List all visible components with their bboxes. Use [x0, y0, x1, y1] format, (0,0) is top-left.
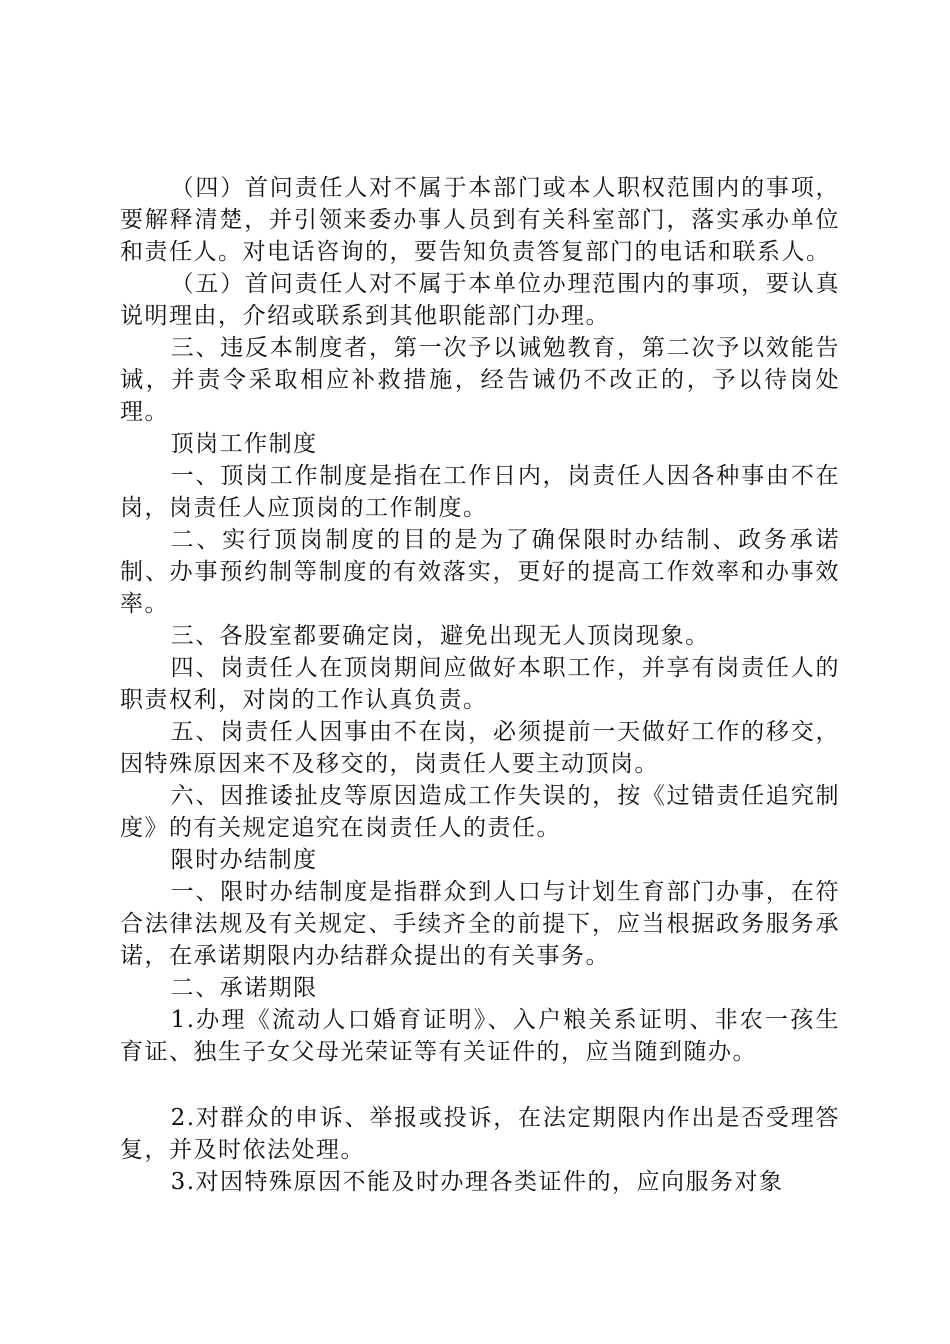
subheading-commitment-period: 二、承诺期限	[170, 975, 318, 1001]
paragraph-substitute-accountability: 六、因推诿扯皮等原因造成工作失误的，按《过错责任追究制度》的有关规定追究在岗责任人的责任。	[120, 783, 840, 841]
paragraph-item-4-clarify: （四）首问责任人对不属于本部门或本人职权范围内的事项，要解释清楚，并引领来委办事人员到有关科室部门，落实承办单位和责任人。对电话咨询的，要告知负责答复部门的电话和联系人。	[120, 175, 840, 265]
document-page	[120, 172, 840, 1198]
paragraph-commitment-1: 1.办理《流动人口婚育证明》、入户粮关系证明、非农一孩生育证、独生子女父母光荣证等有关证件的，应当随到随办。	[120, 1007, 840, 1065]
paragraph-substitute-handover: 五、岗责任人因事由不在岗，必须提前一天做好工作的移交，因特殊原因来不及移交的，岗责任人要主动顶岗。	[120, 719, 840, 777]
blank-line	[120, 1068, 840, 1102]
paragraph-commitment-2: 2.对群众的申诉、举报或投诉，在法定期限内作出是否受理答复，并及时依法处理。	[120, 1105, 840, 1163]
section-heading-time-limit: 限时办结制度	[170, 847, 318, 873]
paragraph-commitment-3: 3.对因特殊原因不能及时办理各类证件的，应向服务对象	[170, 1169, 784, 1195]
paragraph-item-5-explain: （五）首问责任人对不属于本单位办理范围内的事项，要认真说明理由，介绍或联系到其他职能部门办理。	[120, 271, 840, 329]
section-heading-substitute-post: 顶岗工作制度	[170, 431, 318, 457]
paragraph-violation-penalty: 三、违反本制度者，第一次予以诫勉教育，第二次予以效能告诫，并责令采取相应补救措施，经告诫仍不改正的，予以待岗处理。	[120, 335, 840, 425]
paragraph-substitute-assign: 三、各股室都要确定岗，避免出现无人顶岗现象。	[170, 623, 710, 649]
paragraph-substitute-definition: 一、顶岗工作制度是指在工作日内，岗责任人因各种事由不在岗，岗责任人应顶岗的工作制度。	[120, 463, 840, 521]
paragraph-substitute-duties: 四、岗责任人在顶岗期间应做好本职工作，并享有岗责任人的职责权利，对岗的工作认真负责。	[120, 655, 840, 713]
paragraph-time-limit-definition: 一、限时办结制度是指群众到人口与计划生育部门办事，在符合法律法规及有关规定、手续齐全的前提下，应当根据政务服务承诺，在承诺期限内办结群众提出的有关事务。	[120, 879, 840, 969]
paragraph-substitute-purpose: 二、实行顶岗制度的目的是为了确保限时办结制、政务承诺制、办事预约制等制度的有效落实，更好的提高工作效率和办事效率。	[120, 527, 840, 617]
